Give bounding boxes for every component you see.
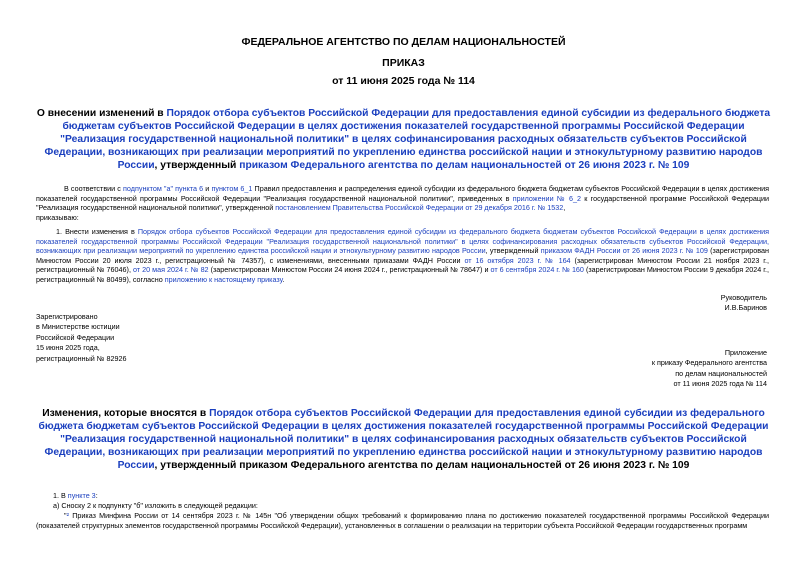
item-1-pre: 1. В: [53, 491, 68, 500]
registration-line-5: регистрационный № 82926: [36, 353, 127, 363]
link-point-6-1[interactable]: пунктом 6_1: [211, 184, 253, 193]
point-1-text-1: 1. Внести изменения в: [56, 227, 138, 236]
annex-line-4: от 11 июня 2025 года № 114: [673, 378, 767, 388]
point-1-text-7: .: [282, 274, 285, 284]
footnote-marker: ²: [66, 511, 69, 520]
annex-line-2: к приказу Федерального агентства: [651, 358, 767, 368]
order-word: приказываю:: [36, 212, 79, 222]
list-item: [36, 511, 769, 531]
link-order-109[interactable]: приказом ФАДН России от 26 июня 2023 г. № 109: [540, 246, 708, 256]
annex-title-prefix: Изменения, которые вносятся в: [42, 408, 210, 419]
list-item: [36, 491, 769, 501]
annex-header: [652, 348, 767, 389]
preamble-paragraph: [36, 184, 769, 213]
title-prefix: О внесении изменений в: [36, 108, 167, 119]
registration-line-4: 15 июня 2025 года,: [36, 343, 100, 353]
link-order-82[interactable]: от 20 мая 2024 г. № 82: [132, 265, 209, 275]
link-government-decree-1532[interactable]: постановлением Правительства Российской Федерации от 29 декабря 2016 г. № 1532: [275, 203, 564, 213]
list-item: а) Сноску 2 к подпункту "б" изложить в следующей редакции:: [53, 501, 258, 510]
signature-block: [721, 293, 767, 312]
link-order-164[interactable]: от 16 октября 2023 г. № 164: [464, 255, 571, 265]
preamble-text-2: и: [203, 184, 212, 193]
link-order-160[interactable]: от 6 сентября 2024 г. № 160: [490, 265, 584, 275]
point-1-text-3: (зарегистрирован Минюстом России 20 июля 2023 г., регистрационный № 74357), с изменениями, внесенными приказами ФАДН России: [36, 246, 769, 265]
title-link-order[interactable]: приказом Федерального агентства по делам национальностей от 26 июня 2023 г. № 109: [239, 160, 690, 172]
point-1-text-2: , утвержденный: [485, 246, 541, 256]
preamble-text-4: к государственной программе Российской Федерации "Реализация государственной национальной политики", утвержденной: [36, 193, 770, 213]
point-1-text-4: (зарегистрирован Минюстом России 21 ноября 2023 г., регистрационный № 76046),: [36, 255, 769, 275]
link-point-3[interactable]: пункте 3: [67, 491, 96, 500]
item-3-pre: ": [64, 511, 67, 520]
link-annex[interactable]: приложению к настоящему приказу: [164, 274, 283, 284]
annex-title: [36, 407, 771, 472]
preamble-text-5: ,: [563, 203, 566, 213]
title-mid: , утвержденный: [154, 160, 240, 172]
registration-block: [36, 312, 126, 364]
link-procedure[interactable]: Порядок отбора субъектов Российской Федерации для предоставления единой субсидии из федерального бюджета бюджетам субъектов Российской Федерации в целях достижения показателей государственной программы Российской Федерации "Реализация государственной национальной политики" в целях софинансирования расходных обязательств субъектов Российской Федерации, возникающих при реализации мероприятий по укреплению единства российской нации и этнокультурному развитию народов России: [36, 227, 770, 256]
annex-line-3: по делам национальностей: [675, 368, 767, 378]
registration-line-2: в Министерстве юстиции: [36, 322, 120, 332]
item-1-post: :: [95, 491, 98, 500]
annex-title-suffix: , утвержденный приказом Федерального агентства по делам национальностей от 26 июня 2023 г. № 109: [154, 460, 690, 472]
point-1-paragraph: [36, 227, 769, 285]
annex-line-1: Приложение: [724, 348, 767, 357]
point-1-text-6: (зарегистрирован Минюстом России 9 декабря 2024 г., регистрационный № 80499), согласно: [36, 265, 769, 284]
registration-line-1: Зарегистрировано: [36, 312, 98, 321]
item-3-text: Приказ Минфина России от 14 сентября 2023 г. № 145н "Об утверждении общих требований к формированию плана по достижению показателей государственной программы Российской Федерации (показателей структурных элементов государственной программы Российской Федерации), установленных в соглашении о реализации на территории субъекта Российской Федерации государственных программ: [36, 511, 769, 530]
annex-items: [36, 491, 769, 531]
document-type: ПРИКАЗ: [382, 57, 425, 69]
signer-position: Руководитель: [720, 293, 767, 302]
annex-title-link[interactable]: Порядок отбора субъектов Российской Федерации для предоставления единой субсидии из федерального бюджета бюджетам субъектов Российской Федерации в целях достижения показателей государственной программы Российской Федерации "Реализация государственной национальной политики" в целях софинансирования расходных обязательств субъектов Российской Федерации, возникающих при реализации мероприятий по укреплению единства российской нации и этнокультурному развитию народов России: [38, 408, 769, 472]
signer-name: И.В.Баринов: [724, 302, 767, 312]
point-1: [36, 227, 769, 285]
link-appendix-6-2[interactable]: приложении № 6_2: [512, 193, 581, 203]
document-date-number: от 11 июня 2025 года № 114: [332, 75, 475, 87]
document-title: [36, 107, 771, 172]
preamble: [36, 184, 769, 222]
agency-name: ФЕДЕРАЛЬНОЕ АГЕНТСТВО ПО ДЕЛАМ НАЦИОНАЛЬНОСТЕЙ: [241, 36, 566, 48]
title-link-procedure[interactable]: Порядок отбора субъектов Российской Федерации для предоставления единой субсидии из федерального бюджета бюджетам субъектов Российской Федерации в целях достижения показателей государственной программы Российской Федерации "Реализация государственной национальной политики" в целях софинансирования расходных обязательств субъектов Российской Федерации, возникающих при реализации мероприятий по укреплению единства российской нации и этнокультурному развитию народов России: [44, 108, 771, 172]
link-subpoint-a-point-6[interactable]: подпунктом "а" пункта 6: [123, 184, 204, 193]
preamble-text-3: Правил предоставления и распределения единой субсидии из федерального бюджета бюджетам субъектов Российской Федерации в целях достижения показателей государственной программы Российской Федерации "Реализация государственной национальной политики", приведенных в: [36, 184, 769, 203]
registration-line-3: Российской Федерации: [36, 332, 115, 342]
point-1-text-5: (зарегистрирован Минюстом России 24 июня 2024 г., регистрационный № 78647) и: [208, 265, 491, 275]
preamble-text-1: В соответствии с: [64, 184, 124, 193]
